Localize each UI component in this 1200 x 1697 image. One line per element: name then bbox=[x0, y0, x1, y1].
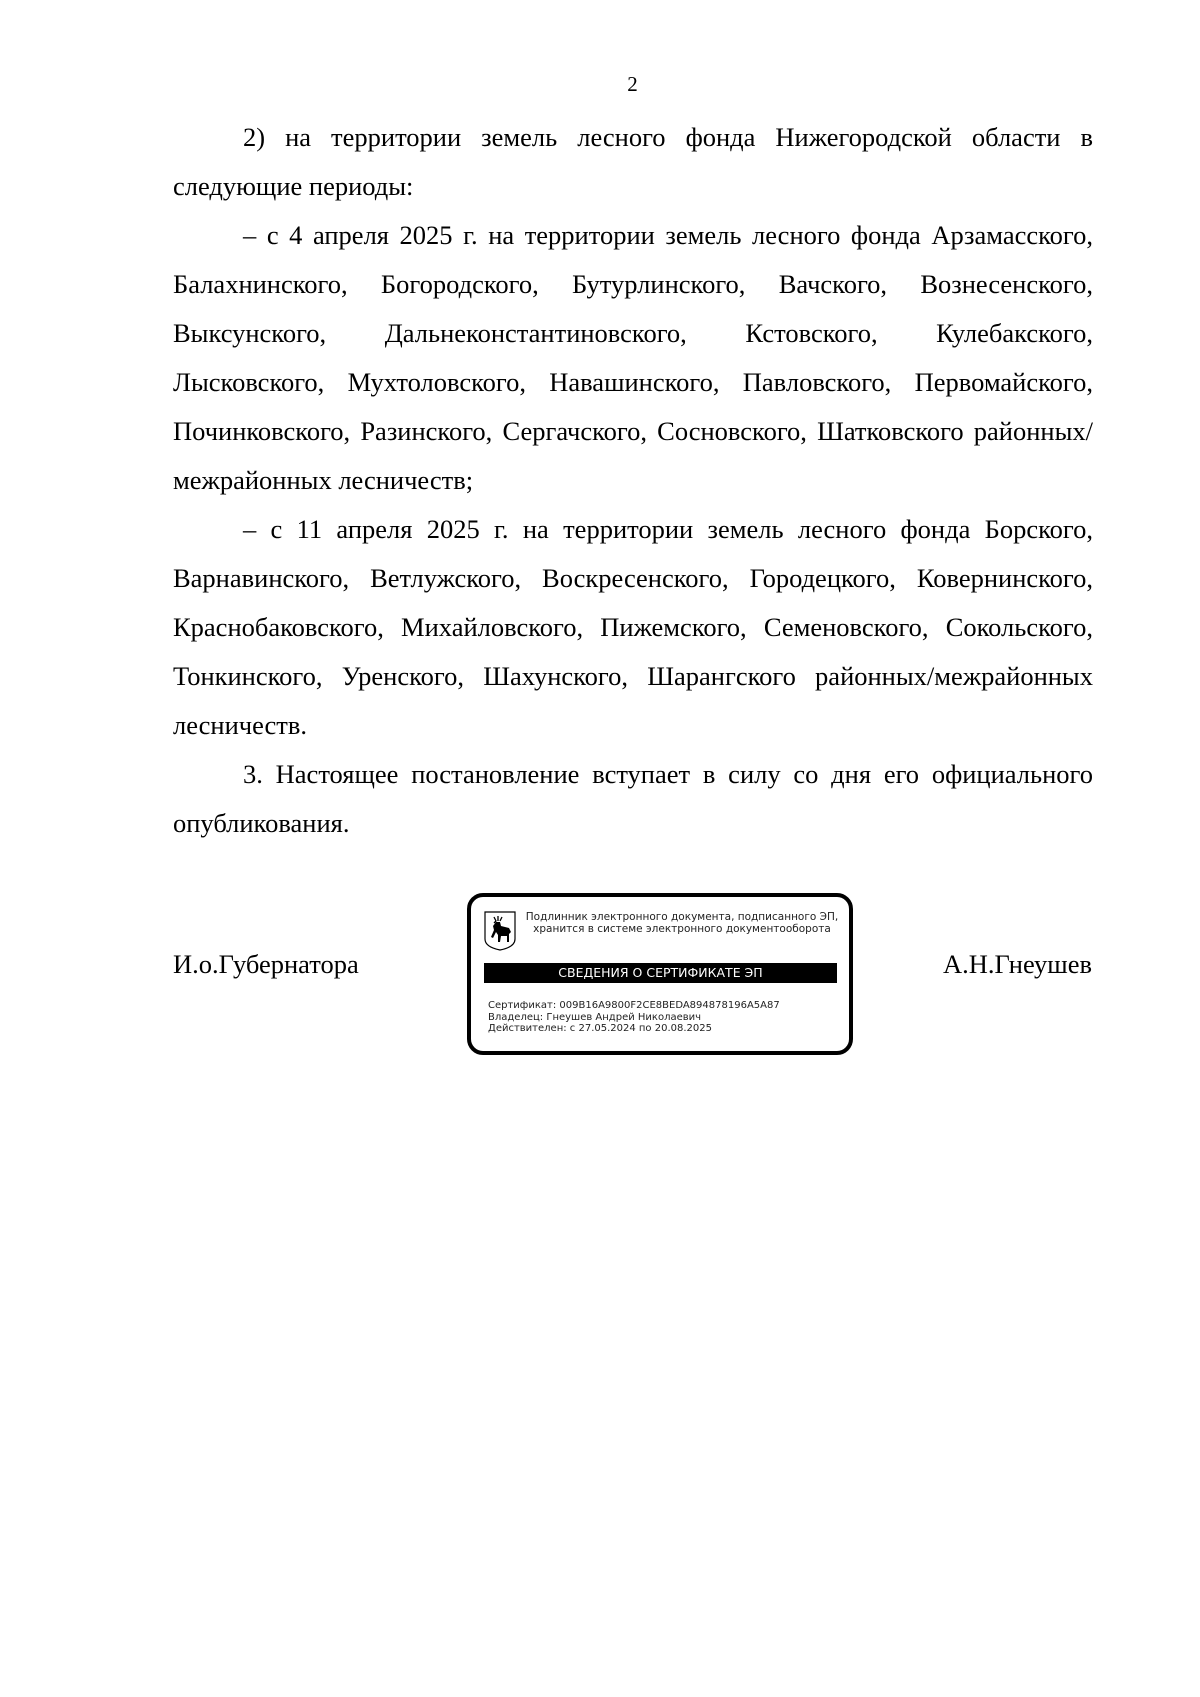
signatory-name: А.Н.Гнеушев bbox=[942, 949, 1092, 979]
electronic-signature-stamp bbox=[467, 893, 853, 1055]
certificate-number: Сертификат: 009B16A9800F2CE8BEDA894878196A5A87 bbox=[488, 1000, 780, 1011]
signatory-position: И.о.Губернатора bbox=[173, 949, 359, 979]
stamp-header-line: Подлинник электронного документа, подписанного ЭП, bbox=[525, 911, 839, 923]
page-number: 2 bbox=[627, 72, 638, 96]
paragraph-period-april-4: – с 4 апреля 2025 г. на территории земель лесного фонда Арзамасского, Балахнинского, Богородского, Бутурлинского, Вачского, Вознесенского, Выксунского, Дальнеконстантиновского, Кстовского, Кулебакского, Лысковского, Мухтоловского, Навашинского, Павловского, Первомайского, Починковского, Разинского, Сергачского, Сосновского, Шатковского районных/межрайонных лесничеств; bbox=[173, 220, 1093, 495]
stamp-header-line: хранится в системе электронного документооборота bbox=[533, 923, 831, 935]
paragraph-period-april-11: – с 11 апреля 2025 г. на территории земель лесного фонда Борского, Варнавинского, Ветлужского, Воскресенского, Городецкого, Ковернинского, Краснобаковского, Михайловского, Пижемского, Семеновского, Сокольского, Тонкинского, Уренского, Шахунского, Шарангского районных/межрайонных лесничеств. bbox=[173, 514, 1093, 740]
paragraph-item-3: 3. Настоящее постановление вступает в силу со дня его официального опубликования. bbox=[173, 759, 1093, 838]
document-body bbox=[173, 113, 1093, 848]
stamp-header bbox=[519, 911, 845, 935]
stamp-title-bar: СВЕДЕНИЯ О СЕРТИФИКАТЕ ЭП bbox=[484, 963, 837, 983]
paragraph-item-2: 2) на территории земель лесного фонда Нижегородской области в следующие периоды: bbox=[173, 122, 1093, 201]
coat-of-arms-deer-icon bbox=[484, 911, 516, 951]
certificate-validity: Действителен: с 27.05.2024 по 20.08.2025 bbox=[488, 1023, 712, 1034]
certificate-owner: Владелец: Гнеушев Андрей Николаевич bbox=[488, 1011, 702, 1023]
certificate-info bbox=[488, 1000, 780, 1035]
